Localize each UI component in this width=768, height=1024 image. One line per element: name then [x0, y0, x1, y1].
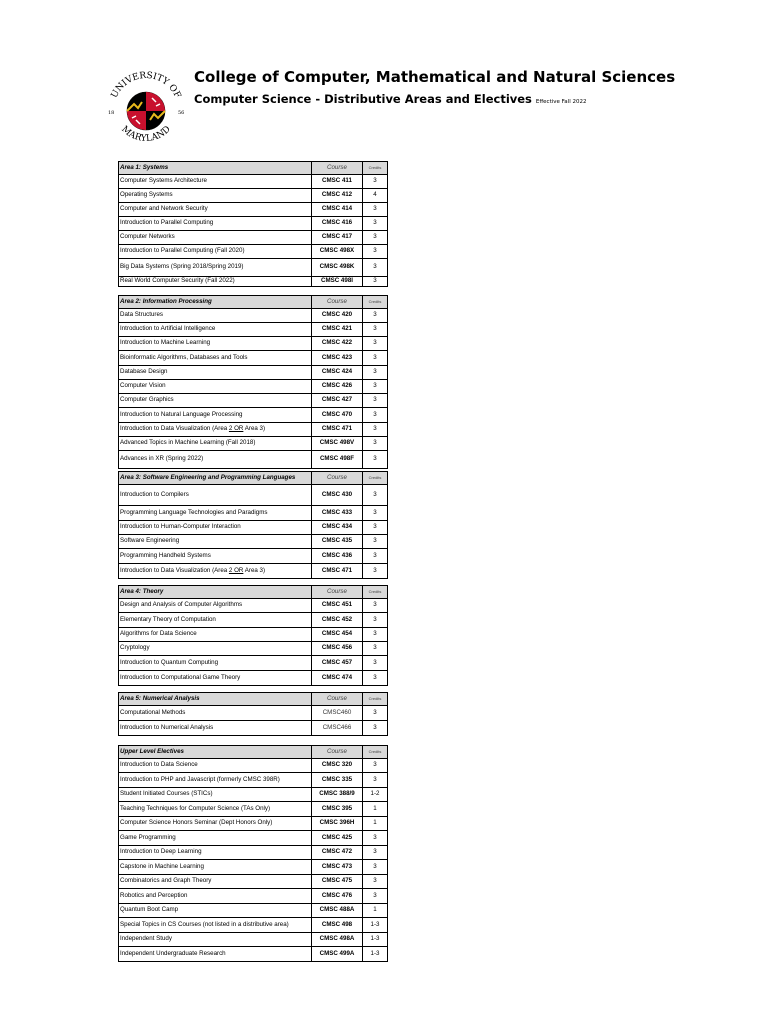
area-4-table — [118, 585, 388, 686]
course-code: CMSC 498K — [312, 259, 363, 277]
credits-value: 3 — [363, 451, 388, 469]
credits-value: 3 — [363, 613, 388, 628]
credits-value: 3 — [363, 408, 388, 423]
course-name: Introduction to Artificial Intelligence — [119, 323, 312, 337]
credits-value: 1-3 — [363, 933, 388, 947]
course-name: Computer and Network Security — [119, 203, 312, 217]
course-name: Computer Graphics — [119, 394, 312, 408]
credits-value: 3 — [363, 564, 388, 579]
course-name: Introduction to Computational Game Theory — [119, 671, 312, 686]
effective-date: Effective Fall 2022 — [535, 99, 587, 105]
course-name: Special Topics in CS Courses (not listed in a distributive area) — [119, 918, 312, 933]
maryland-flag-icon — [127, 92, 165, 130]
table-row — [119, 408, 388, 423]
area-header-row — [119, 162, 388, 175]
table-row — [119, 485, 388, 506]
credits-value: 3 — [363, 337, 388, 351]
area-5-table — [118, 692, 388, 736]
course-code: CMSC 335 — [312, 773, 363, 788]
table-row — [119, 506, 388, 521]
course-code: CMSC 457 — [312, 656, 363, 671]
table-row — [119, 394, 388, 408]
credits-value: 3 — [363, 706, 388, 721]
course-name: Independent Undergraduate Research — [119, 947, 312, 962]
course-name: Design and Analysis of Computer Algorithms — [119, 599, 312, 613]
course-code: CMSC466 — [312, 721, 363, 736]
credits-value: 3 — [363, 846, 388, 860]
table-row — [119, 846, 388, 860]
course-code: CMSC 416 — [312, 217, 363, 231]
course-name: Introduction to Quantum Computing — [119, 656, 312, 671]
course-code: CMSC 498 — [312, 918, 363, 933]
credits-value: 1 — [363, 904, 388, 918]
credits-value: 3 — [363, 549, 388, 564]
credits-value: 3 — [363, 860, 388, 875]
area-title: Area 1: Systems — [119, 162, 312, 175]
table-row — [119, 437, 388, 451]
course-code: CMSC 411 — [312, 175, 363, 189]
credits-value: 3 — [363, 831, 388, 846]
course-code: CMSC 423 — [312, 351, 363, 366]
course-code: CMSC 474 — [312, 671, 363, 686]
course-code: CMSC 488A — [312, 904, 363, 918]
course-code: CMSC 388/9 — [312, 788, 363, 802]
credits-value: 3 — [363, 485, 388, 506]
course-code: CMSC 435 — [312, 535, 363, 549]
course-code: CMSC 425 — [312, 831, 363, 846]
area-header-row — [119, 296, 388, 309]
course-name: Programming Language Technologies and Paradigms — [119, 506, 312, 521]
credits-value: 1-2 — [363, 788, 388, 802]
table-row — [119, 451, 388, 469]
course-name: Introduction to Human-Computer Interaction — [119, 521, 312, 535]
course-name: Software Engineering — [119, 535, 312, 549]
area-3-table — [118, 471, 388, 579]
credits-value: 1-3 — [363, 918, 388, 933]
table-row — [119, 175, 388, 189]
course-code: CMSC 473 — [312, 860, 363, 875]
course-name: Database Design — [119, 366, 312, 380]
course-name: Combinatorics and Graph Theory — [119, 875, 312, 889]
credits-value: 3 — [363, 759, 388, 773]
area-title: Area 5: Numerical Analysis — [119, 693, 312, 706]
course-code: CMSC 421 — [312, 323, 363, 337]
table-row — [119, 721, 388, 736]
course-code: CMSC 433 — [312, 506, 363, 521]
course-name: Introduction to Compilers — [119, 485, 312, 506]
table-row — [119, 599, 388, 613]
course-name: Computer Science Honors Seminar (Dept Honors Only) — [119, 817, 312, 831]
credits-value: 3 — [363, 175, 388, 189]
credits-value: 3 — [363, 875, 388, 889]
course-code: CMSC 414 — [312, 203, 363, 217]
table-row — [119, 380, 388, 394]
course-code: CMSC 452 — [312, 613, 363, 628]
area-1-table — [118, 161, 388, 287]
course-code: CMSC 498X — [312, 245, 363, 259]
seal-year-left: 18 — [108, 110, 115, 116]
course-name: Bioinformatic Algorithms, Databases and Tools — [119, 351, 312, 366]
credits-value: 3 — [363, 231, 388, 245]
course-name: Robotics and Perception — [119, 889, 312, 904]
course-code: CMSC 498A — [312, 933, 363, 947]
credits-value: 3 — [363, 351, 388, 366]
credits-column-header: Credits — [363, 296, 388, 309]
course-code: CMSC 426 — [312, 380, 363, 394]
course-name: Introduction to Data Visualization (Area 2 OR Area 3) — [119, 564, 312, 579]
course-column-header: Course — [312, 162, 363, 175]
credits-column-header: Credits — [363, 472, 388, 485]
course-name: Advanced Topics in Machine Learning (Fall 2018) — [119, 437, 312, 451]
table-row — [119, 889, 388, 904]
course-name: Computer Networks — [119, 231, 312, 245]
table-row — [119, 773, 388, 788]
credits-value: 3 — [363, 671, 388, 686]
table-row — [119, 189, 388, 203]
credits-value: 1 — [363, 817, 388, 831]
course-name: Computational Methods — [119, 706, 312, 721]
course-code: CMSC 451 — [312, 599, 363, 613]
credits-value: 3 — [363, 380, 388, 394]
course-name: Student Initiated Courses (STICs) — [119, 788, 312, 802]
course-column-header: Course — [312, 693, 363, 706]
course-name: Computer Vision — [119, 380, 312, 394]
table-row — [119, 217, 388, 231]
course-name: Computer Systems Architecture — [119, 175, 312, 189]
credits-column-header: Credits — [363, 162, 388, 175]
seal-year-right: 56 — [178, 110, 185, 116]
credits-value: 3 — [363, 721, 388, 736]
credits-value: 3 — [363, 535, 388, 549]
credits-column-header: Credits — [363, 693, 388, 706]
table-row — [119, 521, 388, 535]
area-title: Area 3: Software Engineering and Programming Languages — [119, 472, 312, 485]
course-column-header: Course — [312, 586, 363, 599]
credits-column-header: Credits — [363, 586, 388, 599]
table-row — [119, 642, 388, 656]
course-code: CMSC 434 — [312, 521, 363, 535]
credits-value: 3 — [363, 437, 388, 451]
table-row — [119, 337, 388, 351]
table-row — [119, 671, 388, 686]
seal-bottom-text: MARYLAND — [119, 124, 173, 144]
course-code: CMSC460 — [312, 706, 363, 721]
university-seal-logo — [104, 68, 188, 152]
course-code: CMSC 412 — [312, 189, 363, 203]
course-code: CMSC 422 — [312, 337, 363, 351]
table-row — [119, 259, 388, 277]
table-row — [119, 323, 388, 337]
area-title: Area 2: Information Processing — [119, 296, 312, 309]
table-row — [119, 351, 388, 366]
course-column-header: Course — [312, 296, 363, 309]
area-header-row — [119, 586, 388, 599]
course-name: Introduction to Data Science — [119, 759, 312, 773]
course-code: CMSC 454 — [312, 628, 363, 642]
course-code: CMSC 396H — [312, 817, 363, 831]
table-row — [119, 860, 388, 875]
credits-value: 3 — [363, 217, 388, 231]
table-row — [119, 628, 388, 642]
table-row — [119, 549, 388, 564]
course-name: Algorithms for Data Science — [119, 628, 312, 642]
course-code: CMSC 471 — [312, 423, 363, 437]
credits-value: 3 — [363, 599, 388, 613]
table-row — [119, 706, 388, 721]
area-header-row — [119, 693, 388, 706]
upper-electives-table — [118, 745, 388, 962]
table-row — [119, 656, 388, 671]
course-code: CMSC 476 — [312, 889, 363, 904]
credits-value: 3 — [363, 889, 388, 904]
credits-value: 3 — [363, 773, 388, 788]
course-code: CMSC 430 — [312, 485, 363, 506]
course-code: CMSC 320 — [312, 759, 363, 773]
course-name: Cryptology — [119, 642, 312, 656]
course-code: CMSC 420 — [312, 309, 363, 323]
course-name: Introduction to Machine Learning — [119, 337, 312, 351]
credits-value: 3 — [363, 203, 388, 217]
credits-column-header: Credits — [363, 746, 388, 759]
table-row — [119, 904, 388, 918]
course-name: Quantum Boot Camp — [119, 904, 312, 918]
subtitle-text: Computer Science - Distributive Areas and Electives — [194, 92, 532, 106]
course-name: Game Programming — [119, 831, 312, 846]
course-code: CMSC 472 — [312, 846, 363, 860]
course-name: Big Data Systems (Spring 2018/Spring 2019) — [119, 259, 312, 277]
table-row — [119, 788, 388, 802]
course-name: Programming Handheld Systems — [119, 549, 312, 564]
course-code: CMSC 475 — [312, 875, 363, 889]
table-row — [119, 564, 388, 579]
course-code: CMSC 471 — [312, 564, 363, 579]
table-row — [119, 875, 388, 889]
course-name: Data Structures — [119, 309, 312, 323]
credits-value: 3 — [363, 259, 388, 277]
credits-value: 3 — [363, 245, 388, 259]
page-subtitle — [194, 92, 586, 106]
course-name: Introduction to Numerical Analysis — [119, 721, 312, 736]
course-code: CMSC 498V — [312, 437, 363, 451]
table-row — [119, 535, 388, 549]
course-code: CMSC 470 — [312, 408, 363, 423]
table-row — [119, 947, 388, 962]
course-code: CMSC 427 — [312, 394, 363, 408]
credits-value: 3 — [363, 521, 388, 535]
credits-value: 4 — [363, 189, 388, 203]
table-row — [119, 613, 388, 628]
credits-value: 3 — [363, 277, 388, 287]
course-name: Introduction to Data Visualization (Area 2 OR Area 3) — [119, 423, 312, 437]
table-row — [119, 366, 388, 380]
credits-value: 3 — [363, 628, 388, 642]
credits-value: 3 — [363, 506, 388, 521]
table-row — [119, 277, 388, 287]
area-header-row — [119, 472, 388, 485]
credits-value: 3 — [363, 309, 388, 323]
credits-value: 1-3 — [363, 947, 388, 962]
course-code: CMSC 424 — [312, 366, 363, 380]
credits-value: 3 — [363, 642, 388, 656]
course-name: Introduction to Natural Language Processing — [119, 408, 312, 423]
course-name: Elementary Theory of Computation — [119, 613, 312, 628]
page-title: College of Computer, Mathematical and Natural Sciences — [194, 68, 676, 86]
table-row — [119, 231, 388, 245]
course-name: Introduction to Deep Learning — [119, 846, 312, 860]
course-code: CMSC 395 — [312, 802, 363, 817]
course-code: CMSC 499A — [312, 947, 363, 962]
table-row — [119, 933, 388, 947]
table-row — [119, 203, 388, 217]
credits-value: 3 — [363, 323, 388, 337]
course-name: Advances in XR (Spring 2022) — [119, 451, 312, 469]
course-name: Operating Systems — [119, 189, 312, 203]
course-name: Teaching Techniques for Computer Science (TAs Only) — [119, 802, 312, 817]
table-row — [119, 309, 388, 323]
credits-value: 1 — [363, 802, 388, 817]
area-title: Upper Level Electives — [119, 746, 312, 759]
course-name: Real World Computer Security (Fall 2022) — [119, 277, 312, 287]
credits-value: 3 — [363, 423, 388, 437]
table-row — [119, 245, 388, 259]
credits-value: 3 — [363, 366, 388, 380]
seal-top-text: UNIVERSITY OF — [109, 70, 183, 100]
credits-value: 3 — [363, 394, 388, 408]
course-column-header: Course — [312, 746, 363, 759]
course-code: CMSC 498F — [312, 451, 363, 469]
course-name: Introduction to Parallel Computing (Fall 2020) — [119, 245, 312, 259]
area-title: Area 4: Theory — [119, 586, 312, 599]
course-name: Introduction to Parallel Computing — [119, 217, 312, 231]
course-name: Independent Study — [119, 933, 312, 947]
table-row — [119, 802, 388, 817]
area-header-row — [119, 746, 388, 759]
credits-value: 3 — [363, 656, 388, 671]
table-row — [119, 423, 388, 437]
course-code: CMSC 498I — [312, 277, 363, 287]
area-2-table — [118, 295, 388, 469]
course-code: CMSC 456 — [312, 642, 363, 656]
course-name: Introduction to PHP and Javascript (formerly CMSC 398R) — [119, 773, 312, 788]
course-column-header: Course — [312, 472, 363, 485]
table-row — [119, 759, 388, 773]
course-name: Capstone in Machine Learning — [119, 860, 312, 875]
table-row — [119, 918, 388, 933]
table-row — [119, 817, 388, 831]
course-code: CMSC 417 — [312, 231, 363, 245]
course-code: CMSC 436 — [312, 549, 363, 564]
table-row — [119, 831, 388, 846]
